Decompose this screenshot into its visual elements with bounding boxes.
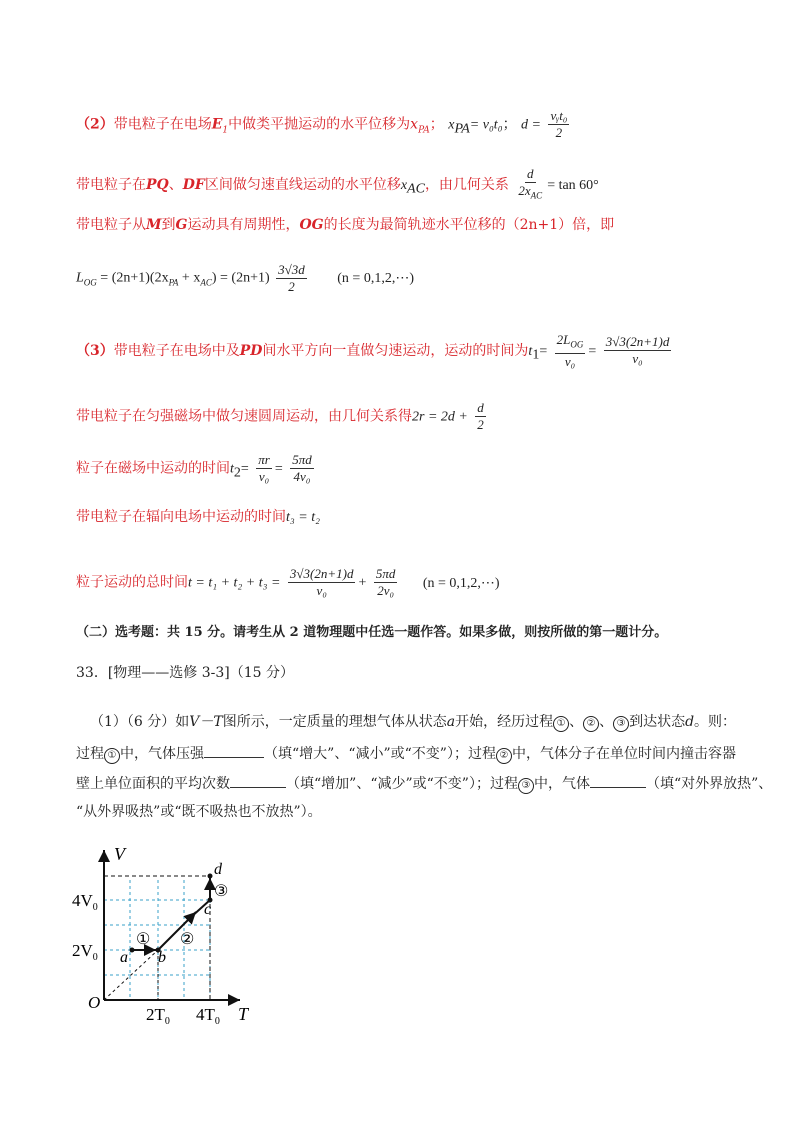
- sep: 、: [168, 176, 183, 193]
- denominator: v₀: [258, 469, 270, 484]
- answer-blank-2[interactable]: [230, 773, 286, 788]
- text: （填“增大”、“减小”或“不变”）；过程: [264, 746, 496, 762]
- symbol-t: t: [230, 461, 234, 477]
- eq-lhs: x: [448, 117, 455, 133]
- fraction: [475, 400, 486, 433]
- subscript: PA: [168, 277, 179, 288]
- subscript: 2: [233, 465, 241, 481]
- label-process-2: ②: [180, 931, 195, 948]
- symbol-x: x: [400, 177, 408, 193]
- symbol-DF: DF: [182, 176, 205, 193]
- text: 带电粒子在电场: [113, 116, 212, 133]
- symbol-VT: V－T: [189, 714, 223, 730]
- question-33-para-line4: “从外界吸热”或“既不吸热也不放热”）。: [76, 804, 322, 820]
- tick-sub: 0: [92, 952, 98, 963]
- symbol-L: L: [76, 270, 84, 286]
- sep: 、: [599, 714, 614, 730]
- symbol-t: t: [528, 343, 533, 359]
- text: 。则：: [694, 714, 737, 730]
- subscript: 1: [222, 125, 229, 136]
- t-axis-label: T: [238, 1004, 249, 1024]
- text: 壁上单位面积的平均次数: [76, 776, 230, 792]
- v-axis-label: V: [114, 844, 125, 864]
- text: 中，气体分子在单位时间内撞击容器: [511, 746, 736, 762]
- fraction: [290, 452, 314, 485]
- equals: =: [274, 461, 283, 477]
- subscript: PA: [418, 125, 430, 136]
- text: 的长度为最简轨迹水平位移的（2n+1）倍，即: [323, 217, 615, 233]
- text: （填“对外界放热”、: [645, 776, 773, 792]
- denominator: v₀: [564, 353, 576, 369]
- text: 中做类平抛运动的水平位移为: [228, 116, 411, 133]
- text: 过程: [76, 746, 104, 762]
- symbol-x: x: [410, 116, 419, 133]
- text: 粒子运动的总时间: [76, 574, 188, 591]
- label-c: c: [204, 901, 212, 918]
- tick-sub: 0: [214, 1016, 220, 1027]
- eq-part: + x: [178, 270, 201, 286]
- symbol-PQ: PQ: [146, 176, 169, 193]
- fraction: [516, 166, 544, 204]
- text: 间水平方向一直做匀速运动，运动的时间为: [262, 342, 529, 359]
- eq-part: ) = (2n+1): [211, 270, 270, 286]
- point-d: [208, 874, 213, 879]
- x-tick-4T0: [196, 1005, 220, 1027]
- text: ，由几何关系: [424, 176, 509, 193]
- question-33-para-line1: [90, 713, 736, 732]
- denominator: 4v₀: [293, 469, 311, 484]
- text: （填“增加”、“减少”或“不变”）；过程: [286, 776, 518, 792]
- label-a: a: [120, 949, 128, 966]
- denominator: 2: [555, 125, 563, 140]
- plus: +: [358, 575, 367, 591]
- text: 区间做匀速直线运动的水平位移: [204, 176, 401, 193]
- process-1-marker: ①: [104, 748, 120, 764]
- solution-eq-LOG: [76, 262, 414, 295]
- answer-blank-3[interactable]: [590, 773, 646, 788]
- solution-part3-line1: [76, 332, 674, 370]
- numerator: 3√3d: [278, 262, 305, 277]
- solution-line2: [76, 166, 599, 204]
- numerator: 5πd: [292, 452, 312, 467]
- equals: =: [588, 343, 597, 359]
- separator: ；: [502, 117, 517, 133]
- equals: =: [539, 343, 548, 359]
- denominator: 2: [288, 279, 295, 294]
- state-a: a: [446, 714, 456, 730]
- condition: (n = 0,1,2,⋯): [422, 575, 500, 591]
- solution-line3: [76, 216, 614, 234]
- numerator: 5πd: [375, 566, 396, 581]
- symbol-PD: PD: [239, 342, 263, 359]
- process-3-marker: ③: [518, 778, 534, 794]
- solution-line9: [76, 566, 500, 599]
- tick-text: 2T: [146, 1005, 165, 1024]
- denominator: v₀: [316, 583, 327, 598]
- tick-sub: 0: [164, 1016, 170, 1027]
- tick-text: 4V: [72, 891, 93, 910]
- text: 到达状态: [629, 714, 686, 730]
- subscript: PA: [454, 121, 470, 137]
- process-2-marker: ②: [583, 716, 599, 732]
- eq-part: = (2n+1)(2x: [100, 270, 169, 286]
- text: 中，气体: [533, 776, 590, 792]
- denominator: 2v₀: [377, 583, 394, 598]
- symbol-M: M: [146, 217, 162, 233]
- text: 开始，经历过程: [455, 714, 554, 730]
- tick-text: 4T: [196, 1005, 215, 1024]
- text: 中，气体压强: [120, 746, 204, 762]
- equation: t = t₁ + t₂ + t₃ =: [188, 575, 281, 591]
- denominator: v₀: [632, 351, 643, 367]
- y-tick-4V0: [72, 891, 98, 913]
- label-process-3: ③: [214, 883, 229, 900]
- fraction: [256, 452, 272, 485]
- text: 带电粒子在匀强磁场中做匀速圆周运动，由几何关系得: [76, 408, 412, 425]
- section-heading: （二）选考题：共 15 分。请考生从 2 道物理题中任选一题作答。如果多做，则按所做的第一题计分。: [76, 625, 668, 640]
- numerator: vᵧt₀: [550, 108, 568, 123]
- text: 运动具有周期性，: [187, 217, 300, 233]
- symbol-E: E: [211, 116, 223, 133]
- solution-line8: [76, 508, 320, 527]
- subscript: AC: [530, 190, 543, 201]
- process-2-marker: ②: [496, 748, 512, 764]
- eq-rhs: = v₀t₀: [469, 117, 503, 133]
- subscript: OG: [83, 277, 97, 288]
- fraction: [604, 334, 672, 367]
- subscript: AC: [200, 277, 212, 288]
- solution-part2-line1: [76, 108, 572, 141]
- part-label: （3）: [76, 342, 114, 359]
- condition: (n = 0,1,2,⋯): [337, 270, 414, 286]
- label-process-1: ①: [136, 931, 151, 948]
- numerator: 3√3(2n+1)d: [605, 334, 670, 350]
- denominator: [516, 183, 544, 204]
- numerator: 3√3(2n+1)d: [289, 566, 354, 581]
- label-d: d: [214, 861, 222, 878]
- state-d: d: [685, 714, 695, 730]
- question-33-para-line3: [76, 773, 772, 794]
- numerator: [555, 332, 586, 354]
- question-33-title: 33．[物理——选修 3-3]（15 分）: [76, 665, 294, 681]
- text: 带电粒子在电场中及: [113, 342, 240, 359]
- process-1-marker: ①: [553, 716, 569, 732]
- equation: 2r = 2d +: [412, 409, 468, 425]
- eq-d: d =: [521, 117, 541, 133]
- point-a: [130, 948, 135, 953]
- process-3-marker: ③: [613, 716, 629, 732]
- part-label: （2）: [76, 116, 114, 133]
- y-tick-2V0: [72, 941, 98, 963]
- subscript: AC: [407, 181, 425, 197]
- num-text: 2L: [556, 332, 571, 347]
- symbol-OG: OG: [299, 217, 324, 233]
- den-text: 2x: [518, 183, 531, 198]
- x-tick-2T0: [146, 1005, 170, 1027]
- origin-label: O: [88, 993, 101, 1012]
- symbol-G: G: [175, 217, 188, 233]
- text: 带电粒子从: [76, 217, 146, 233]
- answer-blank-1[interactable]: [204, 743, 264, 758]
- question-33-para-line2: [76, 743, 736, 764]
- separator: ；: [429, 116, 444, 133]
- subscript: 1: [532, 347, 540, 363]
- text: 图所示，一定质量的理想气体从状态: [222, 714, 447, 730]
- label-b: b: [158, 949, 166, 966]
- vt-graph: [70, 840, 290, 1030]
- tick-text: 2V: [72, 941, 93, 960]
- solution-line7: [76, 452, 317, 485]
- text: 带电粒子在辐向电场中运动的时间: [76, 509, 286, 525]
- fraction: [548, 108, 569, 141]
- text: 粒子在磁场中运动的时间: [76, 460, 230, 477]
- text: 带电粒子在: [76, 176, 146, 193]
- subscript: OG: [570, 339, 584, 350]
- denominator: 2: [477, 417, 484, 432]
- tick-sub: 0: [92, 902, 98, 913]
- numerator: d: [477, 400, 484, 415]
- eq-rhs: = tan 60°: [547, 177, 599, 193]
- solution-line6: [76, 400, 489, 433]
- fraction: [276, 262, 307, 295]
- text: 到: [161, 217, 176, 233]
- equals: =: [240, 461, 249, 477]
- fraction: [288, 566, 356, 599]
- fraction: [374, 566, 398, 599]
- numerator: πr: [258, 452, 270, 467]
- text: （1）（6 分）如: [90, 714, 190, 730]
- numerator: d: [527, 166, 534, 181]
- equation: t₃ = t₂: [286, 510, 320, 525]
- sep: 、: [569, 714, 584, 730]
- fraction: [555, 332, 586, 370]
